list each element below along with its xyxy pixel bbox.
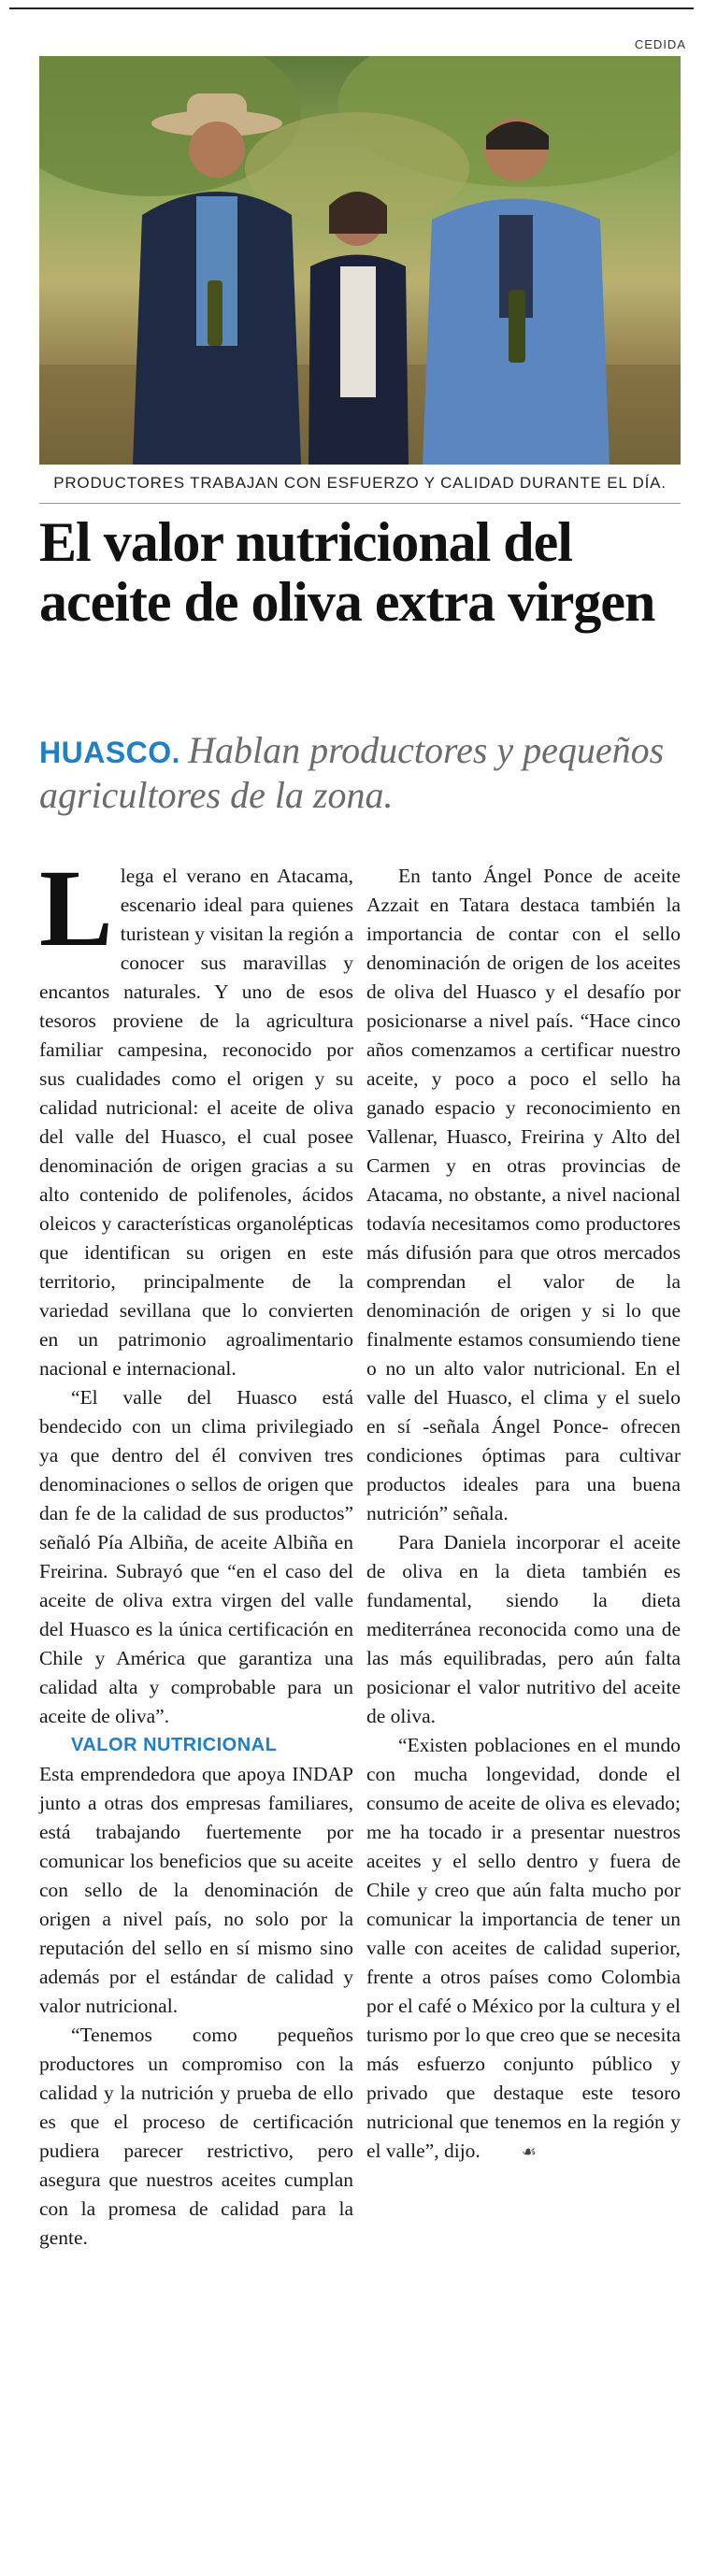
body-paragraph-7: “Existen poblaciones en el mundo con mucha longevidad, donde el consumo de aceite de oliva es elevado; me ha tocado ir a presentar nuestros aceites y el sello dentro y fuera de Chile y creo que aún falta mucho por comunicar la importancia de tener un valle con aceites de calidad superior, frente a otros países como Colombia por el café o México por la cultura y el turismo por lo que creo que se necesita más esfuerzo conjunto público y privado que destaque este tesoro nutricional que tenemos en la región y el valle”, dijo. ☙ xyxy=(366,1731,681,2167)
article-kicker xyxy=(39,729,684,817)
body-paragraph-5: En tanto Ángel Ponce de aceite Azzait en Tatara destaca también la importancia de contar con el sello denominación de origen de los aceites de oliva del Huasco y el desafío por posicionarse a nivel país. “Hace cinco años comenzamos a certificar nuestro aceite, y poco a poco el sello ha ganado espacio y reconocimiento en Vallenar, Huasco, Freirina y Alto del Carmen y en otras provincias de Atacama, no obstante, a nivel nacional todavía necesitamos como productores más difusión para que otros mercados comprendan el valor de la denominación de origen y si lo que finalmente estamos consumiendo tiene o no un alto valor nutricional. En el valle del Huasco, el clima y el suelo en sí -señala Ángel Ponce- ofrecen condiciones óptimas para cultivar productos ideales para una buena nutrición” señala. xyxy=(366,865,681,1524)
article-column-left xyxy=(39,847,353,2253)
article-column-right xyxy=(366,862,681,2167)
kicker-place: HUASCO. xyxy=(39,736,181,769)
producers-illustration xyxy=(39,56,681,465)
body-paragraph-3: Esta emprendedora que apoya INDAP junto a otras dos empresas familiares, está trabajando fuertemente por comunicar los beneficios que su aceite con sello de la denominación de origen a nivel país, no solo por la reputación del sello en sí mismo sino además por el estándar de calidad y valor nutricional. xyxy=(39,1763,353,2017)
body-paragraph-6: Para Daniela incorporar el aceite de oliva en la dieta también es fundamental, siendo la dieta mediterránea reconocida como una de las más equilibradas, pero aún falta posicionar el valor nutritivo del aceite de oliva. xyxy=(366,1531,681,1727)
caption-divider xyxy=(39,503,681,504)
body-paragraph-1: Llega el verano en Atacama, escenario ideal para quienes turistean y visitan la región a conocer sus maravillas y encantos naturales. Y uno de esos tesoros proviene de la agricultura familiar campesina, reconocido por sus cualidades como el origen y su calidad nutricional: el aceite de oliva del valle del Huasco, el cual posee denominación de origen gracias a su alto contenido de polifenoles, ácidos oleicos y características organolépticas que identifican su origen en este territorio, principalmente de la variedad sevillana que lo convierten en un patrimonio agroalimentario nacional e internacional. xyxy=(39,847,353,1380)
photo-credit: CEDIDA xyxy=(634,37,686,51)
page-top-rule xyxy=(9,0,694,9)
kicker-text: Hablan productores y pequeños agricultores de la zona. xyxy=(39,729,665,816)
drop-cap: L xyxy=(39,847,113,969)
body-paragraph-2: “El valle del Huasco está bendecido con un clima privilegiado ya que dentro del él conviven tres denominaciones o sellos de origen que dan fe de la calidad de sus productos” señaló Pía Albiña, de aceite Albiña en Freirina. Subrayó que “en el caso del aceite de oliva extra virgen del valle del Huasco es la única certificación en Chile y América que garantiza una calidad alta y comprobable para un aceite de oliva”. xyxy=(39,1386,353,1727)
body-paragraph-4: “Tenemos como pequeños productores un compromiso con la calidad y la nutrición y prueba de ello es que el proceso de certificación pudiera parecer restrictivo, pero asegura que nuestros aceites cumplan con la promesa de calidad para la gente. xyxy=(39,2024,353,2249)
photo-caption: PRODUCTORES TRABAJAN CON ESFUERZO Y CALIDAD DURANTE EL DÍA. xyxy=(53,474,667,492)
article-photo xyxy=(39,56,681,465)
end-of-article-icon: ☙ xyxy=(521,2142,537,2162)
section-subhead: VALOR NUTRICIONAL xyxy=(71,1735,278,1755)
article-headline: El valor nutricional del aceite de oliva extra virgen xyxy=(39,511,655,633)
